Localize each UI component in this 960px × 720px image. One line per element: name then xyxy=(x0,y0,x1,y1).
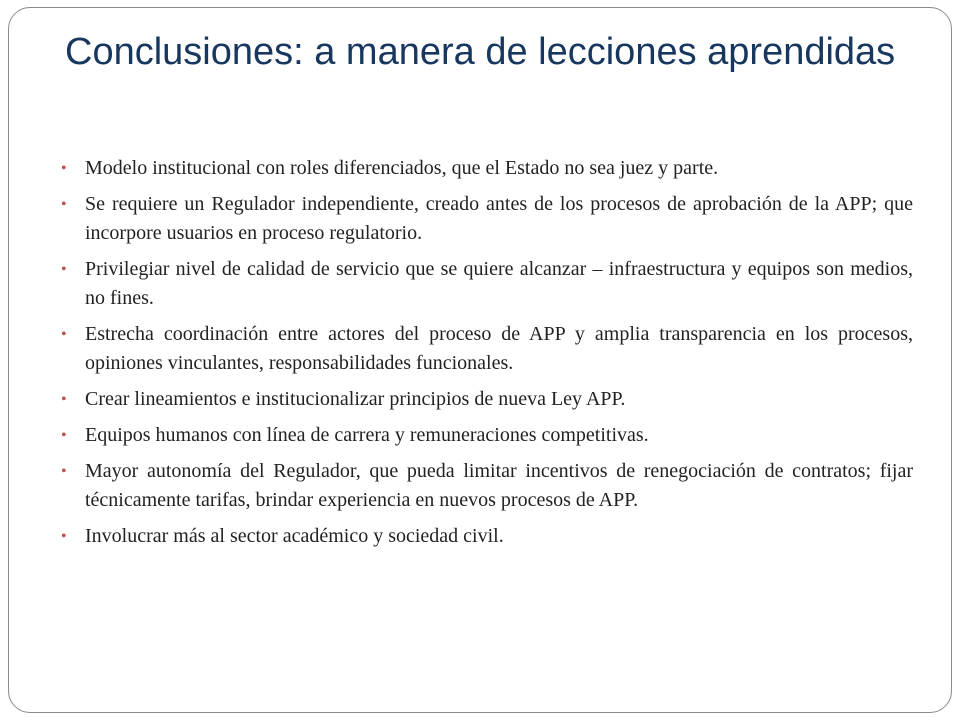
bullet-item-2: • Se requiere un Regulador independiente, creado antes de los procesos de aprobación de la APP; que incorpore usuarios en proceso regulatorio. xyxy=(57,190,913,248)
bullet-item-8: • Involucrar más al sector académico y sociedad civil. xyxy=(57,522,913,551)
bullet-item-5: • Crear lineamientos e institucionalizar principios de nueva Ley APP. xyxy=(57,385,913,414)
bullet-list xyxy=(57,154,913,558)
slide-title: Conclusiones: a manera de lecciones aprendidas xyxy=(65,31,896,73)
bullet-item-7: • Mayor autonomía del Regulador, que pueda limitar incentivos de renegociación de contratos; fijar técnicamente tarifas, brindar experiencia en nuevos procesos de APP. xyxy=(57,457,913,515)
bullet-item-4: • Estrecha coordinación entre actores del proceso de APP y amplia transparencia en los procesos, opiniones vinculantes, responsabilidades funcionales. xyxy=(57,320,913,378)
bullet-item-6: • Equipos humanos con línea de carrera y remuneraciones competitivas. xyxy=(57,421,913,450)
slide-frame xyxy=(8,7,952,713)
bullet-item-1: • Modelo institucional con roles diferenciados, que el Estado no sea juez y parte. xyxy=(57,154,913,183)
bullet-item-3: • Privilegiar nivel de calidad de servicio que se quiere alcanzar – infraestructura y equipos son medios, no fines. xyxy=(57,255,913,313)
